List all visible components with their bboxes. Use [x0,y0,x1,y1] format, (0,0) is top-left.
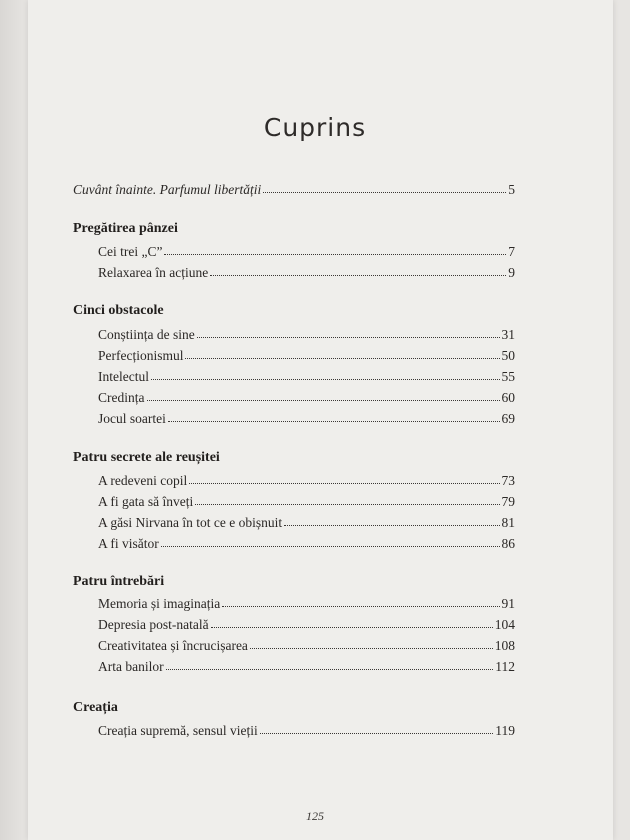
toc-entry-page: 81 [501,515,515,530]
toc-entry-label: Perfecționismul [98,348,184,363]
dot-leader [166,658,494,670]
page-title: Cuprins [263,113,367,142]
dot-leader [210,264,506,276]
section-heading: Creația [73,700,118,715]
dot-leader [211,616,493,628]
toc-entry-label: Intelectul [98,369,149,384]
section-heading: Patru întrebări [73,574,165,589]
toc-entry[interactable] [98,638,515,658]
dot-leader [168,410,500,422]
dot-leader [185,347,499,359]
toc-entry[interactable] [98,515,515,535]
toc-entry[interactable] [98,536,515,556]
toc-entry-intro[interactable] [73,182,515,202]
toc-entry[interactable] [98,327,515,347]
toc-entry-label: Jocul soartei [98,411,166,426]
toc-entry[interactable] [98,411,515,431]
toc-entry-page: 112 [495,659,515,674]
toc-entry-page: 50 [501,348,515,363]
toc-entry-page: 73 [501,473,515,488]
dot-leader [195,493,499,505]
section-heading: Patru secrete ale reușitei [73,450,220,465]
toc-entry-label: A găsi Nirvana în tot ce e obișnuit [98,515,283,530]
toc-entry-page: 9 [508,265,515,280]
toc-entry-page: 91 [501,596,515,611]
toc-entry-page: 86 [501,536,515,551]
dot-leader [284,514,499,526]
dot-leader [250,637,493,649]
toc-entry[interactable] [98,265,515,285]
toc-entry-page: 69 [501,411,515,426]
dot-leader [222,595,499,607]
section-heading: Cinci obstacole [73,303,164,318]
dot-leader [161,535,500,547]
toc-entry-label: Conștiința de sine [98,327,195,342]
toc-entry[interactable] [98,348,515,368]
page-number: 125 [306,809,324,823]
toc-entry-page: 119 [495,723,515,738]
toc-entry[interactable] [98,494,515,514]
toc-entry[interactable] [98,473,515,493]
toc-entry-page: 79 [501,494,515,509]
toc-entry[interactable] [98,617,515,637]
dot-leader [263,181,506,193]
section-heading: Pregătirea pânzei [73,221,178,236]
dot-leader [189,472,499,484]
toc-entry[interactable] [98,723,515,743]
toc-entry-label: Arta banilor [98,659,164,674]
dot-leader [164,243,506,255]
toc-entry-label: Credința [98,390,145,405]
toc-entry-label: Relaxarea în acțiune [98,265,209,280]
toc-entry-label: Depresia post-natală [98,617,209,632]
toc-entry[interactable] [98,244,515,264]
toc-entry-label: Cuvânt înainte. Parfumul libertății [73,182,262,197]
toc-entry-page: 31 [501,327,515,342]
toc-entry[interactable] [98,659,515,679]
dot-leader [151,368,500,380]
dot-leader [197,326,500,338]
toc-entry-page: 108 [494,638,515,653]
toc-entry-page: 7 [508,244,515,259]
toc-entry-page: 60 [501,390,515,405]
dot-leader [147,389,500,401]
toc-entry-label: A fi visător [98,536,159,551]
toc-entry[interactable] [98,596,515,616]
toc-entry-page: 104 [494,617,515,632]
toc-entry-label: A redeveni copil [98,473,188,488]
toc-entry-label: Memoria și imaginația [98,596,221,611]
toc-entry-page: 5 [508,182,515,197]
toc-entry-label: Creativitatea și încrucișarea [98,638,248,653]
toc-entry-label: A fi gata să înveți [98,494,194,509]
toc-entry-label: Creația supremă, sensul vieții [98,723,258,738]
dot-leader [260,722,494,734]
toc-entry[interactable] [98,390,515,410]
toc-entry-label: Cei trei „C” [98,244,163,259]
toc-entry[interactable] [98,369,515,389]
toc-entry-page: 55 [501,369,515,384]
